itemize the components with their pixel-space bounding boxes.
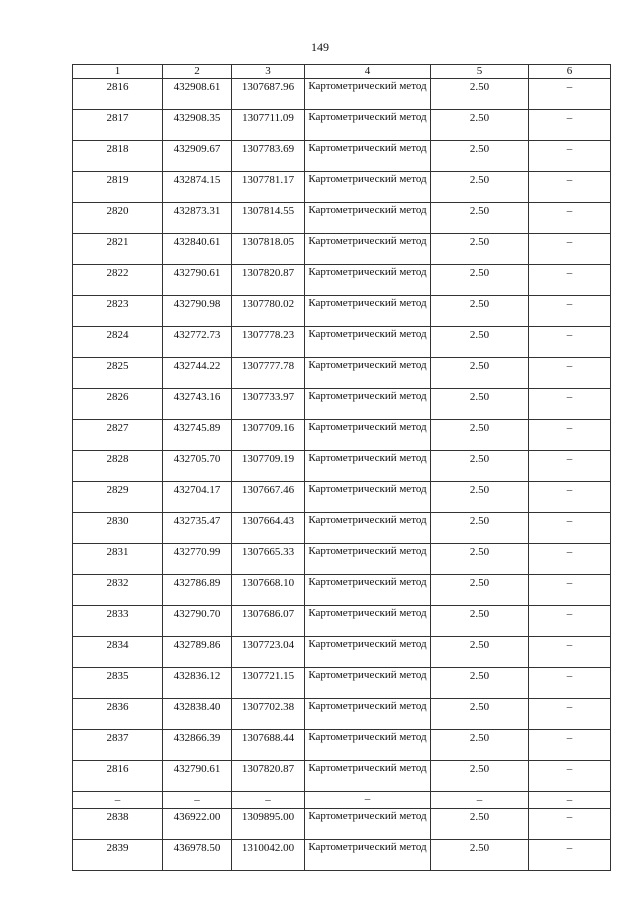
description-cell: – [529, 606, 611, 637]
coordinates-table [72, 64, 611, 871]
table-row [73, 172, 611, 203]
method-cell: Картометрический метод [305, 482, 431, 513]
accuracy-cell: 2.50 [431, 730, 529, 761]
x-coordinate-cell: 432789.86 [163, 637, 232, 668]
table-row [73, 79, 611, 110]
y-coordinate-cell: 1307709.16 [232, 420, 305, 451]
method-cell: Картометрический метод [305, 513, 431, 544]
y-coordinate-cell: 1307668.10 [232, 575, 305, 606]
method-cell: Картометрический метод [305, 730, 431, 761]
accuracy-cell: 2.50 [431, 203, 529, 234]
point-number-cell: 2822 [73, 265, 163, 296]
accuracy-cell: 2.50 [431, 575, 529, 606]
description-cell: – [529, 327, 611, 358]
description-cell: – [529, 172, 611, 203]
table-row [73, 110, 611, 141]
description-cell: – [529, 575, 611, 606]
y-coordinate-cell: 1307664.43 [232, 513, 305, 544]
x-coordinate-cell: 432908.35 [163, 110, 232, 141]
accuracy-cell: 2.50 [431, 451, 529, 482]
description-cell: – [529, 761, 611, 792]
method-cell: Картометрический метод [305, 809, 431, 840]
accuracy-cell: 2.50 [431, 809, 529, 840]
accuracy-cell: 2.50 [431, 110, 529, 141]
accuracy-cell: 2.50 [431, 79, 529, 110]
y-coordinate-cell: 1307709.19 [232, 451, 305, 482]
table-row [73, 761, 611, 792]
description-cell: – [529, 809, 611, 840]
header-row [73, 65, 611, 79]
accuracy-cell: 2.50 [431, 358, 529, 389]
method-cell: Картометрический метод [305, 296, 431, 327]
method-cell: Картометрический метод [305, 699, 431, 730]
y-coordinate-cell: 1307820.87 [232, 761, 305, 792]
column-header: 5 [431, 65, 529, 79]
table-row [73, 420, 611, 451]
point-number-cell: 2819 [73, 172, 163, 203]
y-coordinate-cell: 1307780.02 [232, 296, 305, 327]
point-number-cell: 2828 [73, 451, 163, 482]
y-coordinate-cell: 1307667.46 [232, 482, 305, 513]
accuracy-cell: 2.50 [431, 234, 529, 265]
description-cell: – [529, 79, 611, 110]
point-number-cell: 2829 [73, 482, 163, 513]
description-cell: – [529, 730, 611, 761]
point-number-cell: 2834 [73, 637, 163, 668]
accuracy-cell: 2.50 [431, 420, 529, 451]
description-cell: – [529, 203, 611, 234]
point-number-cell: 2831 [73, 544, 163, 575]
accuracy-cell: 2.50 [431, 606, 529, 637]
accuracy-cell: 2.50 [431, 668, 529, 699]
x-coordinate-cell: 432772.73 [163, 327, 232, 358]
table-row [73, 203, 611, 234]
x-coordinate-cell: 432836.12 [163, 668, 232, 699]
method-cell: Картометрический метод [305, 840, 431, 871]
method-cell: Картометрический метод [305, 110, 431, 141]
x-coordinate-cell: 432790.61 [163, 761, 232, 792]
table-row [73, 482, 611, 513]
y-coordinate-cell: 1307733.97 [232, 389, 305, 420]
table-row [73, 840, 611, 871]
accuracy-cell: 2.50 [431, 699, 529, 730]
point-number-cell: 2816 [73, 761, 163, 792]
method-cell: Картометрический метод [305, 606, 431, 637]
description-cell: – [529, 296, 611, 327]
y-coordinate-cell: 1307778.23 [232, 327, 305, 358]
description-cell: – [529, 668, 611, 699]
table-row [73, 513, 611, 544]
table-row [73, 637, 611, 668]
table-row [73, 809, 611, 840]
table-row [73, 575, 611, 606]
x-coordinate-cell: 432786.89 [163, 575, 232, 606]
method-cell: Картометрический метод [305, 172, 431, 203]
x-coordinate-cell: 432790.61 [163, 265, 232, 296]
description-cell: – [529, 482, 611, 513]
column-header: 6 [529, 65, 611, 79]
point-number-cell: 2830 [73, 513, 163, 544]
method-cell: Картометрический метод [305, 265, 431, 296]
method-cell: Картометрический метод [305, 761, 431, 792]
description-cell: – [529, 513, 611, 544]
x-coordinate-cell: 432838.40 [163, 699, 232, 730]
description-cell: – [529, 110, 611, 141]
x-coordinate-cell: 432790.98 [163, 296, 232, 327]
description-cell: – [529, 389, 611, 420]
method-cell: Картометрический метод [305, 327, 431, 358]
x-coordinate-cell: 432735.47 [163, 513, 232, 544]
accuracy-cell: 2.50 [431, 389, 529, 420]
x-coordinate-cell: 436922.00 [163, 809, 232, 840]
point-number-cell: 2832 [73, 575, 163, 606]
point-number-cell: 2821 [73, 234, 163, 265]
accuracy-cell: 2.50 [431, 265, 529, 296]
page-number: 149 [311, 40, 329, 54]
accuracy-cell: 2.50 [431, 327, 529, 358]
y-coordinate-cell: 1307777.78 [232, 358, 305, 389]
x-coordinate-cell: 432909.67 [163, 141, 232, 172]
table-row [73, 699, 611, 730]
y-coordinate-cell: 1307711.09 [232, 110, 305, 141]
y-coordinate-cell: 1307781.17 [232, 172, 305, 203]
x-coordinate-cell: 432705.70 [163, 451, 232, 482]
description-cell: – [529, 792, 611, 809]
point-number-cell: – [73, 792, 163, 809]
x-coordinate-cell: 432744.22 [163, 358, 232, 389]
y-coordinate-cell: – [232, 792, 305, 809]
method-cell: Картометрический метод [305, 420, 431, 451]
method-cell: Картометрический метод [305, 203, 431, 234]
x-coordinate-cell: 432745.89 [163, 420, 232, 451]
accuracy-cell: 2.50 [431, 761, 529, 792]
accuracy-cell: 2.50 [431, 296, 529, 327]
description-cell: – [529, 840, 611, 871]
method-cell: Картометрический метод [305, 451, 431, 482]
x-coordinate-cell: 432770.99 [163, 544, 232, 575]
description-cell: – [529, 420, 611, 451]
x-coordinate-cell: 432704.17 [163, 482, 232, 513]
description-cell: – [529, 637, 611, 668]
y-coordinate-cell: 1307702.38 [232, 699, 305, 730]
method-cell: Картометрический метод [305, 389, 431, 420]
y-coordinate-cell: 1307814.55 [232, 203, 305, 234]
y-coordinate-cell: 1310042.00 [232, 840, 305, 871]
point-number-cell: 2825 [73, 358, 163, 389]
x-coordinate-cell: 432790.70 [163, 606, 232, 637]
accuracy-cell: 2.50 [431, 172, 529, 203]
point-number-cell: 2824 [73, 327, 163, 358]
column-header: 1 [73, 65, 163, 79]
point-number-cell: 2833 [73, 606, 163, 637]
table-row [73, 265, 611, 296]
x-coordinate-cell: – [163, 792, 232, 809]
x-coordinate-cell: 432908.61 [163, 79, 232, 110]
y-coordinate-cell: 1309895.00 [232, 809, 305, 840]
description-cell: – [529, 358, 611, 389]
accuracy-cell: – [431, 792, 529, 809]
accuracy-cell: 2.50 [431, 840, 529, 871]
x-coordinate-cell: 432743.16 [163, 389, 232, 420]
point-number-cell: 2826 [73, 389, 163, 420]
method-cell: Картометрический метод [305, 234, 431, 265]
table-row [73, 606, 611, 637]
table-row [73, 234, 611, 265]
table-row [73, 141, 611, 172]
description-cell: – [529, 699, 611, 730]
x-coordinate-cell: 436978.50 [163, 840, 232, 871]
column-header: 2 [163, 65, 232, 79]
accuracy-cell: 2.50 [431, 141, 529, 172]
table-row [73, 544, 611, 575]
accuracy-cell: 2.50 [431, 544, 529, 575]
method-cell: Картометрический метод [305, 358, 431, 389]
method-cell: Картометрический метод [305, 575, 431, 606]
table-row [73, 358, 611, 389]
y-coordinate-cell: 1307665.33 [232, 544, 305, 575]
point-number-cell: 2838 [73, 809, 163, 840]
accuracy-cell: 2.50 [431, 482, 529, 513]
accuracy-cell: 2.50 [431, 513, 529, 544]
y-coordinate-cell: 1307721.15 [232, 668, 305, 699]
method-cell: Картометрический метод [305, 79, 431, 110]
y-coordinate-cell: 1307723.04 [232, 637, 305, 668]
point-number-cell: 2837 [73, 730, 163, 761]
y-coordinate-cell: 1307686.07 [232, 606, 305, 637]
method-cell: – [305, 792, 431, 809]
y-coordinate-cell: 1307783.69 [232, 141, 305, 172]
y-coordinate-cell: 1307820.87 [232, 265, 305, 296]
method-cell: Картометрический метод [305, 637, 431, 668]
point-number-cell: 2836 [73, 699, 163, 730]
accuracy-cell: 2.50 [431, 637, 529, 668]
point-number-cell: 2816 [73, 79, 163, 110]
point-number-cell: 2827 [73, 420, 163, 451]
column-header: 3 [232, 65, 305, 79]
method-cell: Картометрический метод [305, 668, 431, 699]
point-number-cell: 2823 [73, 296, 163, 327]
method-cell: Картометрический метод [305, 141, 431, 172]
description-cell: – [529, 451, 611, 482]
point-number-cell: 2835 [73, 668, 163, 699]
table-row [73, 389, 611, 420]
y-coordinate-cell: 1307688.44 [232, 730, 305, 761]
table-row [73, 792, 611, 809]
point-number-cell: 2839 [73, 840, 163, 871]
point-number-cell: 2817 [73, 110, 163, 141]
x-coordinate-cell: 432866.39 [163, 730, 232, 761]
y-coordinate-cell: 1307687.96 [232, 79, 305, 110]
x-coordinate-cell: 432873.31 [163, 203, 232, 234]
x-coordinate-cell: 432840.61 [163, 234, 232, 265]
table-row [73, 296, 611, 327]
point-number-cell: 2818 [73, 141, 163, 172]
table-row [73, 327, 611, 358]
method-cell: Картометрический метод [305, 544, 431, 575]
table-row [73, 730, 611, 761]
point-number-cell: 2820 [73, 203, 163, 234]
column-header: 4 [305, 65, 431, 79]
description-cell: – [529, 544, 611, 575]
description-cell: – [529, 141, 611, 172]
x-coordinate-cell: 432874.15 [163, 172, 232, 203]
description-cell: – [529, 234, 611, 265]
description-cell: – [529, 265, 611, 296]
y-coordinate-cell: 1307818.05 [232, 234, 305, 265]
table-row [73, 451, 611, 482]
table-row [73, 668, 611, 699]
